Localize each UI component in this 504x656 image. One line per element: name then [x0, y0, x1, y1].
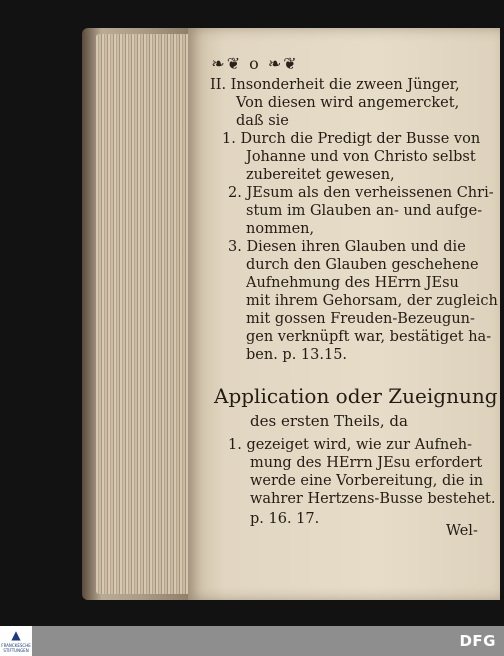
text-line: 1. Durch die Predigt der Busse von — [222, 131, 481, 147]
text-line: mit gossen Freuden-Bezeugun- — [246, 311, 475, 327]
dfg-logo[interactable]: DFG — [459, 632, 496, 650]
text-line: zubereitet gewesen, — [246, 167, 395, 183]
text-line: mung des HErrn JEsu erfordert — [250, 455, 483, 471]
institution-logo[interactable] — [0, 626, 32, 656]
text-line: stum im Glauben an- und aufge- — [246, 203, 483, 219]
text-line: 2. JEsum als den verheissenen Chri- — [228, 185, 494, 201]
logo-text: FRANCKESCHE STIFTUNGEN — [1, 643, 31, 653]
text-line: 1. gezeiget wird, wie zur Aufneh- — [228, 437, 473, 453]
text-line: gen verknüpft war, bestätiget ha- — [246, 329, 492, 345]
footer-bar — [0, 626, 504, 656]
text-line: nommen, — [246, 221, 315, 237]
page-reference: p. 16. 17. — [250, 511, 320, 527]
text-line: werde eine Vorbereitung, die in — [250, 473, 484, 489]
text-line: daß sie — [236, 113, 289, 129]
text-line: mit ihrem Gehorsam, der zugleich — [246, 293, 498, 309]
section-heading: Application oder Zueignung — [214, 384, 498, 408]
text-line: durch den Glauben geschehene — [246, 257, 479, 273]
text-line: ben. p. 13.15. — [246, 347, 348, 363]
text-line: 3. Diesen ihren Glauben und die — [228, 239, 466, 255]
section-subheading: des ersten Theils, da — [250, 412, 408, 430]
emblem-icon: ▲ — [11, 628, 21, 642]
text-line: II. Insonderheit die zween Jünger, — [210, 77, 460, 93]
text-line: Aufnehmung des HErrn JEsu — [246, 275, 459, 291]
text-line: Von diesen wird angemercket, — [236, 95, 460, 111]
catchword: Wel- — [446, 523, 478, 539]
page-edges — [96, 34, 192, 594]
text-line: Johanne und von Christo selbst — [246, 149, 476, 165]
text-line: wahrer Hertzens-Busse bestehet. — [250, 491, 496, 507]
page-ornament: ❧❦ o ❧❦ — [211, 54, 299, 73]
